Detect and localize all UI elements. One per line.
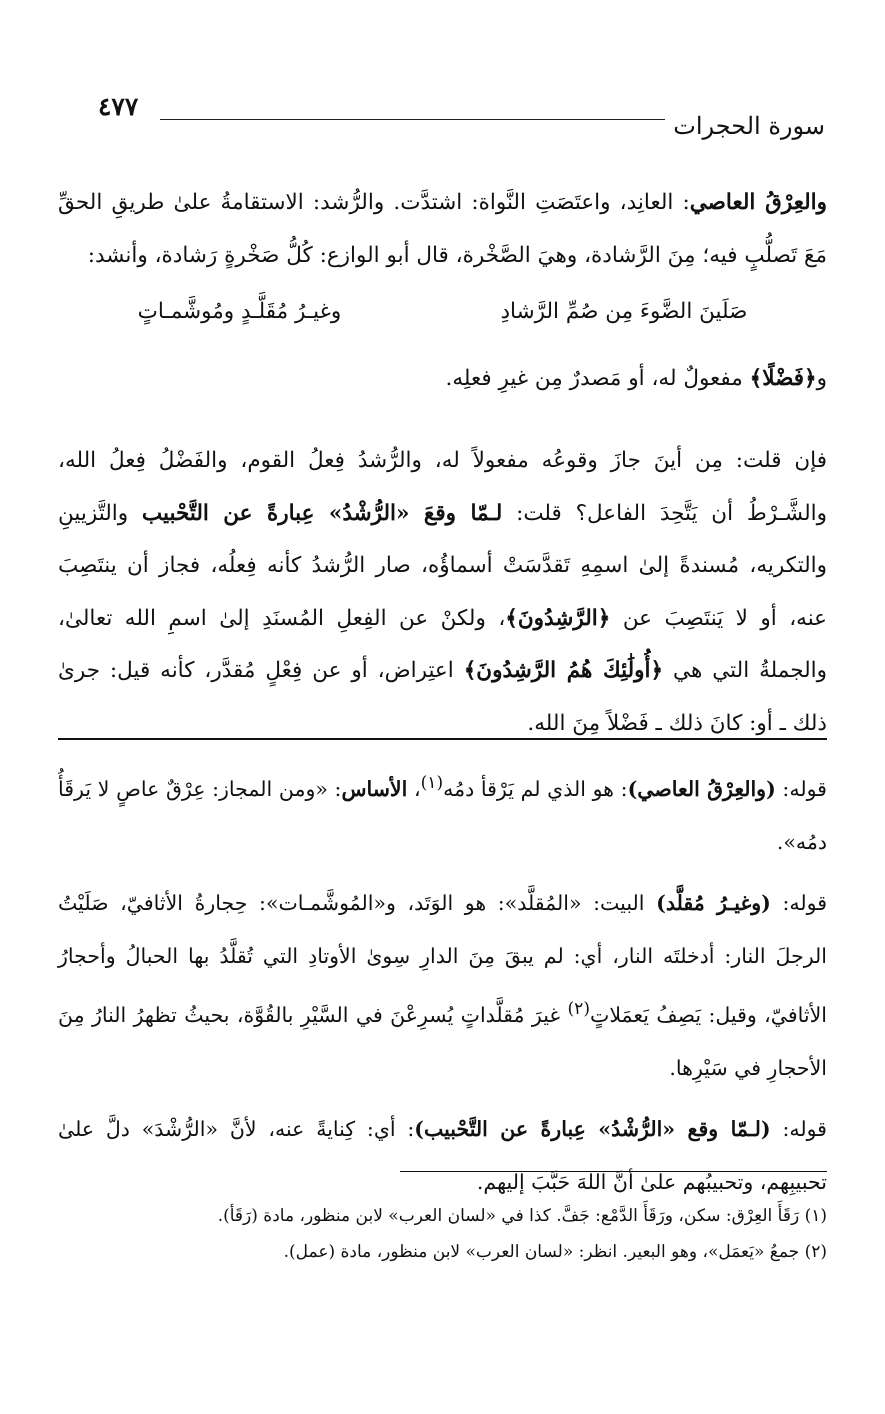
paragraph-1-text: : العانِد، واعتَصَتِ النَّواة: اشتدَّت. والرُّشد: الاستقامةُ علىٰ طريقِ الحقِّ مَعَ تَصلُّبٍ فيه؛ مِنَ الرَّشادة، وهيَ الصَّخْرة، قال أبو الوازع: كُلُّ صَخْرةٍ رَشادة، وأنشد: — [58, 190, 827, 268]
note-1-text-a: : هو الذي لم يَرْقأ دمُه — [443, 776, 628, 801]
quran-quote-ulaika: ﴿أُولَٰئِكَ هُمُ الرَّشِدُونَ﴾ — [463, 658, 664, 683]
paragraph-3-emphasis: لـمّا وقعَ «الرُّشْدُ» عِبارةً عن التَّحْبيب — [141, 500, 503, 526]
paragraph-2-prefix: و — [816, 365, 827, 391]
paragraph-1-headword: والعِرْقُ العاصي — [689, 190, 827, 215]
note-1-source: الأساس — [341, 776, 408, 801]
paragraph-3-part-e: اعتِراض، أو عن فِعْلٍ مُقدَّر، كأنه قيل: جرىٰ ذلك ـ أو: كانَ ذلك ـ فَضْلاً مِنَ الله. — [58, 658, 827, 736]
footnote-divider — [400, 1171, 827, 1172]
note-3-headword: (لـمّا وقع «الرُّشْدُ» عِبارةً عن التَّحْبيب) — [414, 1116, 771, 1141]
note-2-intro: قوله: — [770, 890, 827, 915]
paragraph-gap — [58, 405, 827, 435]
verse-second-hemistich: وغيـرُ مُقَلَّـدٍ ومُوشَّمـاتٍ — [137, 299, 342, 324]
running-header — [98, 92, 825, 148]
note-1-intro: قوله: — [775, 776, 827, 801]
note-2-text-a: البيت: «المُقلَّد»: هو الوَتَد، و«المُوشَّمـات»: حِجارةُ الأثافيّ، صَلَيْتُ الرجلَ النار: أدخلتَه النار، أي: لم يبقَ مِنَ الدارِ سِوىٰ الأوتادِ التي تُقلَّدُ بها الحبالُ وأحجارُ الأثافيّ، وقيل: يَصِفُ يَعمَلاتٍ — [58, 890, 827, 1027]
note-2-headword: (وغيـرُ مُقلَّد) — [656, 890, 771, 915]
note-3 — [58, 1103, 827, 1209]
paragraph-1 — [58, 177, 827, 282]
note-1 — [58, 757, 827, 869]
paragraph-3 — [58, 435, 827, 750]
footnotes — [58, 1198, 827, 1270]
note-3-intro: قوله: — [770, 1116, 827, 1141]
quran-quote-rashidun: ﴿الرَّشِدُونَ﴾ — [505, 605, 611, 631]
note-1-separator: ، — [407, 776, 421, 801]
poetry-verse — [58, 286, 827, 339]
quran-quote-fadlan: ﴿فَضْلًا﴾ — [749, 365, 817, 391]
main-commentary — [58, 177, 827, 750]
page-number: ٤٧٧ — [98, 92, 139, 121]
paragraph-3-part-a: فإن قلت: مِن أينَ جازَ وقوعُه مفعولاً له، والرُّشدُ فِعلُ القوم، والفَضْلُ فِعلُ الله، والشَّـرْطُ أن يَتَّحِدَ الفاعل؟ قلت: — [58, 448, 827, 526]
paragraph-3-part-c: والتَّزيينِ والتكريه، مُسندةً إلىٰ اسمِهِ تَقدَّسَتْ أسماؤُه، صار الرُّشدُ كأنه فِعلُه، فجاز أن ينتَصِبَ عنه، أو لا يَنتَصِبَ عن — [58, 500, 828, 631]
footnote-1: (١) رَقَأَ العِرْق: سكن، ورَقَأَ الدَّمْع: جَفَّ. كذا في «لسان العرب» لابن منظور، مادة (رَقَأ). — [217, 1206, 827, 1226]
note-1-headword: (والعِرْقُ العاصي) — [627, 776, 776, 801]
footnote-ref-1: (١) — [420, 773, 444, 793]
note-2-text-b: غيرَ مُقلَّداتٍ يُسرِعْنَ في السَّيْرِ بالقُوَّة، بحيثُ تظهرُ النارُ مِنَ الأحجارِ في سَيْرِها. — [58, 1002, 827, 1080]
note-1-text-c: : «ومن المجاز: عِرْقٌ عاصٍ لا يَرقَأُ دمُه». — [58, 776, 827, 854]
verse-first-hemistich: صَلَينَ الضَّوءَ مِن صُمِّ الرَّشادِ — [500, 299, 748, 324]
surah-title: سورة الحجرات — [673, 112, 825, 140]
note-2 — [58, 877, 827, 1095]
header-rule — [160, 119, 665, 120]
footnote-2: (٢) جمعُ «يَعمَل»، وهو البعير. انظر: «لسان العرب» لابن منظور، مادة (عمل). — [283, 1242, 827, 1262]
footnote-ref-2: (٢) — [567, 998, 591, 1019]
paragraph-2-text: مفعولٌ له، أو مَصدرٌ مِن غيرِ فعلِه. — [445, 365, 750, 391]
paragraph-3-part-d: ، ولكنْ عن الفِعلِ المُسنَدِ إلىٰ اسمِ الله تعالىٰ، والجملةُ التي هي — [58, 605, 827, 683]
marginal-notes — [58, 757, 827, 1217]
section-divider — [58, 738, 827, 740]
note-3-text: : أي: كِنايةً عنه، لأنَّ «الرُّشْدَ» دلَّ علىٰ تحبيبِهم، وتحبيبُهم علىٰ أنَّ اللهَ حَبَّبَ إليهم. — [58, 1116, 827, 1194]
paragraph-2 — [58, 353, 827, 406]
